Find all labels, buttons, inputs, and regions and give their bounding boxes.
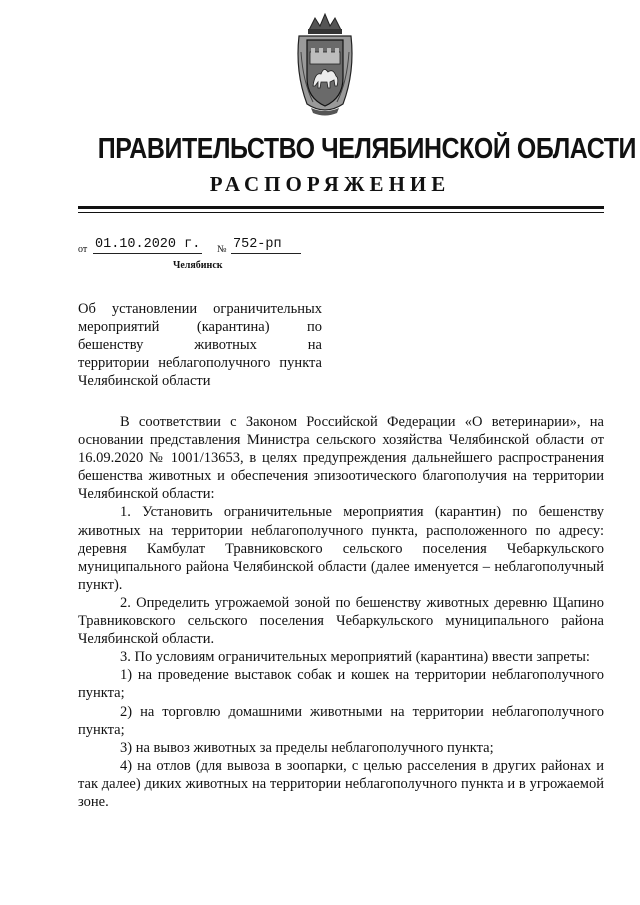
date-prefix: от [78, 244, 88, 255]
body-paragraph: В соответствии с Законом Российской Федерации «О ветеринарии», на основании представления Министра сельского хозяйства Челябинской области от 16.09.2020 № 1001/13653, в целях предупреждения дальнейшего распространения бешенства животных и обеспечения эпизоотического благополучия на территории Челябинской области: [78, 414, 604, 503]
document-type: РАСПОРЯЖЕНИЕ [209, 172, 451, 196]
document-body [78, 413, 604, 811]
document-subject [78, 300, 322, 390]
subject-line: Об установлении ограничительных [78, 301, 322, 317]
body-paragraph: 1. Установить ограничительные мероприятия (карантин) по бешенству животных на территории неблагополучного пункта, расположенного по адресу: деревня Камбулат Травниковского сельского поселения Чебаркульского муниципального района Челябинской области (далее именуется – неблагополучный пункт). [78, 504, 604, 593]
subject-line: мероприятий (карантина) по [78, 319, 322, 335]
body-paragraph: 3. По условиям ограничительных мероприятий (карантина) ввести запреты: [120, 649, 590, 666]
header-divider-thick [78, 206, 604, 209]
number-prefix: № [217, 244, 227, 255]
body-paragraph: 1) на проведение выставок собак и кошек на территории неблагополучного пункта; [78, 667, 604, 702]
body-paragraph: 2. Определить угрожаемой зоной по бешенству животных деревню Щапино Травниковского сельского поселения Чебаркульского муниципального района Челябинской области. [78, 594, 604, 648]
subject-line: бешенству животных на [78, 337, 322, 353]
body-paragraph: 3) на вывоз животных за пределы неблагополучного пункта; [120, 739, 494, 756]
document-number: 752-рп [231, 237, 301, 254]
document-date: 01.10.2020 г. [95, 237, 201, 252]
subject-line: Челябинской области [78, 373, 211, 389]
body-paragraph: 2) на торговлю домашними животными на территории неблагополучного пункта; [78, 703, 604, 738]
coat-of-arms-icon [293, 12, 357, 117]
document-city: Челябинск [173, 260, 223, 271]
header-divider-thin [78, 212, 604, 213]
subject-line: территории неблагополучного пункта [78, 355, 322, 371]
body-paragraph: 4) на отлов (для вывоза в зоопарки, с целью расселения в других районах и так далее) диких животных на территории неблагополучного пункта и в угрожаемой зоне. [78, 757, 604, 810]
organization-title: ПРАВИТЕЛЬСТВО ЧЕЛЯБИНСКОЙ ОБЛАСТИ [97, 133, 637, 165]
document-meta-row [78, 236, 338, 258]
